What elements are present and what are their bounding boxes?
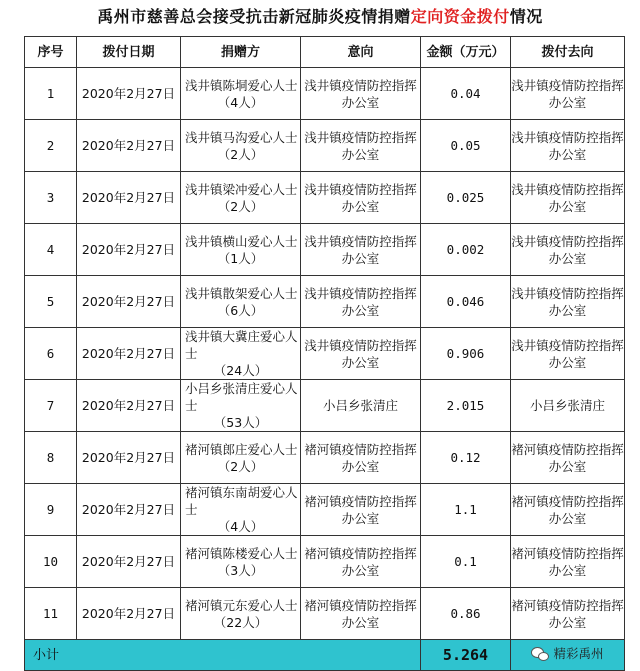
donor-name: 褚河镇元东爱心人士	[185, 597, 298, 613]
donor-name: 褚河镇郎庄爱心人士	[185, 441, 298, 457]
cell-date: 2020年2月27日	[77, 68, 181, 120]
table-row	[25, 484, 625, 536]
cell-amount: 0.86	[421, 588, 511, 640]
cell-donor	[181, 588, 301, 640]
cell-date: 2020年2月27日	[77, 328, 181, 380]
cell-amount: 0.025	[421, 172, 511, 224]
cell-purpose: 浅井镇疫情防控指挥办公室	[301, 276, 421, 328]
header-donor: 捐赠方	[181, 37, 301, 68]
table-row	[25, 120, 625, 172]
cell-amount: 0.05	[421, 120, 511, 172]
donor-people-count: （2人）	[217, 198, 264, 214]
total-amount: 5.264	[421, 640, 511, 671]
cell-destination: 褚河镇疫情防控指挥办公室	[511, 432, 625, 484]
allocation-table	[24, 36, 625, 671]
table-row	[25, 536, 625, 588]
cell-no: 11	[25, 588, 77, 640]
donor-people-count: （2人）	[217, 146, 264, 162]
donor-name: 浅井镇大冀庄爱心人士	[185, 329, 298, 361]
cell-destination: 浅井镇疫情防控指挥办公室	[511, 68, 625, 120]
total-label: 小计	[25, 640, 421, 671]
page-title	[0, 0, 640, 36]
cell-amount: 0.1	[421, 536, 511, 588]
donor-name: 褚河镇陈楼爱心人士	[185, 545, 298, 561]
cell-amount: 0.002	[421, 224, 511, 276]
donor-name: 浅井镇梁冲爱心人士	[185, 181, 298, 197]
title-prefix: 禹州市慈善总会接受抗击新冠肺炎疫情捐赠	[97, 7, 411, 26]
cell-donor	[181, 224, 301, 276]
donor-people-count: （1人）	[217, 250, 264, 266]
cell-purpose: 浅井镇疫情防控指挥办公室	[301, 68, 421, 120]
table-row	[25, 588, 625, 640]
cell-donor	[181, 120, 301, 172]
cell-purpose: 浅井镇疫情防控指挥办公室	[301, 172, 421, 224]
cell-destination: 浅井镇疫情防控指挥办公室	[511, 224, 625, 276]
cell-no: 4	[25, 224, 77, 276]
cell-amount: 0.04	[421, 68, 511, 120]
donor-people-count: （24人）	[213, 363, 268, 378]
cell-date: 2020年2月27日	[77, 120, 181, 172]
header-destination: 拨付去向	[511, 37, 625, 68]
table-row	[25, 68, 625, 120]
donor-people-count: （6人）	[217, 302, 264, 318]
cell-donor	[181, 536, 301, 588]
header-date: 拨付日期	[77, 37, 181, 68]
cell-amount: 0.906	[421, 328, 511, 380]
cell-no: 6	[25, 328, 77, 380]
donor-name: 小吕乡张清庄爱心人士	[185, 381, 298, 413]
cell-purpose: 小吕乡张清庄	[301, 380, 421, 432]
cell-no: 8	[25, 432, 77, 484]
cell-date: 2020年2月27日	[77, 588, 181, 640]
cell-destination: 褚河镇疫情防控指挥办公室	[511, 588, 625, 640]
cell-no: 1	[25, 68, 77, 120]
donor-name: 浅井镇陈垌爱心人士	[185, 77, 298, 93]
cell-donor	[181, 276, 301, 328]
donor-name: 浅井镇散架爱心人士	[185, 285, 298, 301]
header-purpose: 意向	[301, 37, 421, 68]
cell-amount: 2.015	[421, 380, 511, 432]
cell-destination: 浅井镇疫情防控指挥办公室	[511, 276, 625, 328]
cell-amount: 0.046	[421, 276, 511, 328]
cell-date: 2020年2月27日	[77, 224, 181, 276]
watermark-text: 精彩禹州	[553, 646, 604, 662]
cell-no: 2	[25, 120, 77, 172]
table-row	[25, 172, 625, 224]
header-row	[25, 37, 625, 68]
header-amount: 金额（万元）	[421, 37, 511, 68]
cell-destination: 褚河镇疫情防控指挥办公室	[511, 536, 625, 588]
donor-people-count: （53人）	[213, 415, 268, 430]
donor-people-count: （3人）	[217, 562, 264, 578]
cell-donor	[181, 172, 301, 224]
cell-date: 2020年2月27日	[77, 432, 181, 484]
title-highlight: 定向资金拨付	[410, 7, 510, 26]
cell-amount: 1.1	[421, 484, 511, 536]
donor-name: 褚河镇东南胡爱心人士	[185, 485, 298, 517]
cell-no: 3	[25, 172, 77, 224]
table-row	[25, 224, 625, 276]
table-row	[25, 380, 625, 432]
donor-name: 浅井镇横山爱心人士	[185, 233, 298, 249]
cell-donor	[181, 380, 301, 432]
wechat-icon	[531, 647, 549, 661]
cell-no: 9	[25, 484, 77, 536]
table-row	[25, 432, 625, 484]
cell-donor	[181, 328, 301, 380]
cell-date: 2020年2月27日	[77, 380, 181, 432]
header-no: 序号	[25, 37, 77, 68]
cell-donor	[181, 68, 301, 120]
donor-name: 浅井镇马沟爱心人士	[185, 129, 298, 145]
cell-donor	[181, 432, 301, 484]
cell-purpose: 褚河镇疫情防控指挥办公室	[301, 588, 421, 640]
cell-date: 2020年2月27日	[77, 484, 181, 536]
title-suffix: 情况	[509, 7, 543, 26]
donor-people-count: （2人）	[217, 458, 264, 474]
cell-date: 2020年2月27日	[77, 536, 181, 588]
cell-date: 2020年2月27日	[77, 276, 181, 328]
donor-people-count: （4人）	[217, 94, 264, 110]
cell-destination: 小吕乡张清庄	[511, 380, 625, 432]
cell-destination: 浅井镇疫情防控指挥办公室	[511, 120, 625, 172]
cell-destination: 褚河镇疫情防控指挥办公室	[511, 484, 625, 536]
table-row	[25, 276, 625, 328]
cell-destination: 浅井镇疫情防控指挥办公室	[511, 172, 625, 224]
cell-no: 7	[25, 380, 77, 432]
cell-amount: 0.12	[421, 432, 511, 484]
donor-people-count: （22人）	[213, 614, 268, 630]
cell-purpose: 褚河镇疫情防控指挥办公室	[301, 432, 421, 484]
cell-date: 2020年2月27日	[77, 172, 181, 224]
cell-purpose: 浅井镇疫情防控指挥办公室	[301, 328, 421, 380]
table-row	[25, 328, 625, 380]
cell-no: 5	[25, 276, 77, 328]
cell-purpose: 浅井镇疫情防控指挥办公室	[301, 224, 421, 276]
cell-purpose: 褚河镇疫情防控指挥办公室	[301, 536, 421, 588]
cell-purpose: 褚河镇疫情防控指挥办公室	[301, 484, 421, 536]
cell-destination: 浅井镇疫情防控指挥办公室	[511, 328, 625, 380]
cell-no: 10	[25, 536, 77, 588]
cell-donor	[181, 484, 301, 536]
donor-people-count: （4人）	[217, 519, 264, 534]
cell-purpose: 浅井镇疫情防控指挥办公室	[301, 120, 421, 172]
